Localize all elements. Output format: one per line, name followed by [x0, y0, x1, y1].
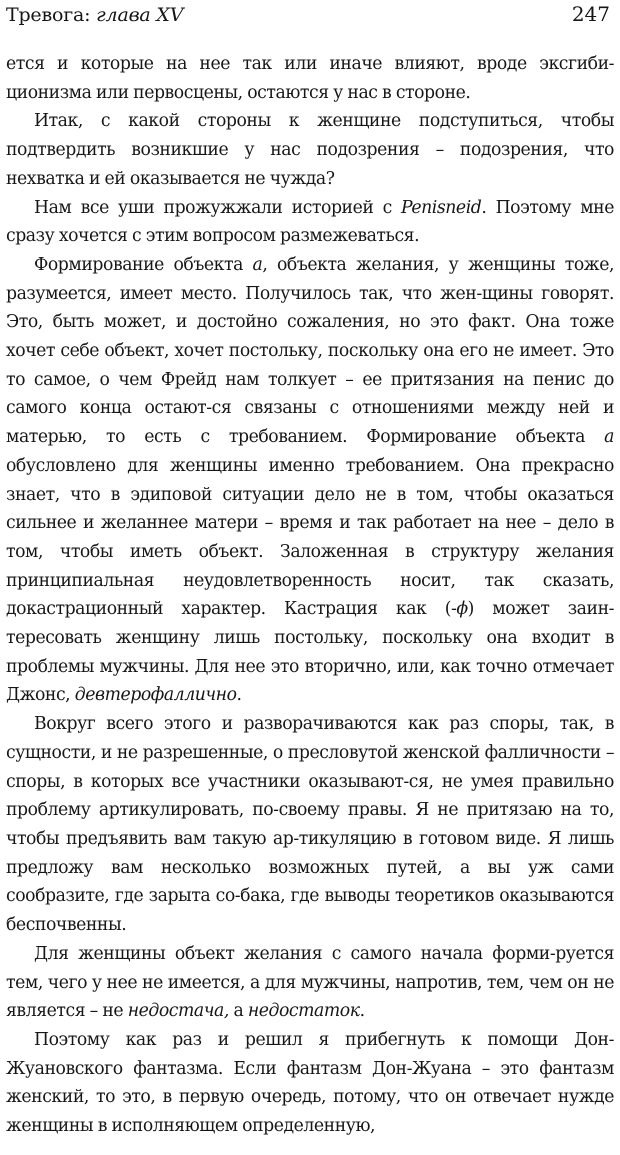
text-run: . Поэтому мне сразу хочется с этим вопросом размежеваться. — [6, 197, 614, 247]
paragraph — [6, 251, 614, 710]
text-run: Формирование объекта — [34, 254, 253, 275]
body-text — [6, 50, 614, 1141]
text-run: Итак, с какой стороны к женщине подступиться, чтобы подтвердить возникшие у нас подозрения – подозрения, что нехватка и ей оказывается не чужда? — [6, 111, 614, 189]
text-run: Вокруг всего этого и разворачиваются как раз споры, так, в сущности, и не разрешенные, о пресловутой женской фалличности – споры, в которых все участники оказывают-ся, не умея правильно проблему артикулировать, по-своему правы. Я не притязаю на то, чтобы предъявить вам такую ар-тикуляцию в готовом виде. Я лишь предложу вам несколько возможных путей, а вы уж сами сообразите, где зарыта со-бака, где выводы теоретиков оказываются беспочвенны. — [6, 714, 614, 936]
text-run: ется и которые на нее так или иначе влияют, вроде эксгиби-ционизма или первосцены, остаются у нас в стороне. — [6, 54, 614, 103]
text-run: Нам все уши прожужжали историей с — [34, 197, 401, 218]
text-run: Для женщины объект желания с самого начала форми-руется тем, чего у нее не имеется, а для мужчины, напротив, тем, чем он не является – не — [6, 943, 614, 1022]
paragraph — [6, 940, 614, 1026]
running-head-title: Тревога: — [6, 4, 97, 26]
running-head — [6, 4, 183, 26]
text-run: обусловлено для женщины именно требованием. Она прекрасно знает, что в эдиповой ситуации дело не в том, чтобы оказаться сильнее и желаннее матери – время и так работает на нее – дело в том, чтобы иметь объект. Заложенная в структуру желания принципиальная неудовлетворенность носит, так сказать, докастрационный характер. Кастрация как (- — [6, 455, 614, 620]
paragraph — [6, 1026, 614, 1141]
italic-text: а — [604, 427, 614, 448]
text-run: , объекта желания, у женщины тоже, разумеется, имеет место. Получилось так, что жен-щины говорят. Это, быть может, и достойно сожаления, но это факт. Она тоже хочет себе объект, хочет постольку, поскольку она его не имеет. Это то самое, о чем Фрейд нам толкует – ее притязания на пенис до самого конца остают-ся связаны с отношениями между ней и матерью, то есть с требованием. Формирование объекта — [6, 254, 614, 448]
italic-text: недостача, — [127, 1001, 229, 1022]
text-run: . — [236, 685, 242, 706]
italic-text: а — [252, 254, 263, 275]
text-run: а — [228, 1001, 248, 1022]
running-head-chapter: глава XV — [96, 4, 184, 26]
paragraph — [6, 50, 614, 107]
page-number: 247 — [571, 2, 610, 26]
italic-text: девтерофаллично — [74, 685, 237, 706]
paragraph — [6, 107, 614, 193]
paragraph — [6, 710, 614, 940]
text-run: Поэтому как раз и решил я прибегнуть к помощи Дон-Жуановского фантазма. Если фантазм Дон-Жуана – это фантазм женский, то это, в первую очередь, потому, что он отвечает нужде женщины в исполняющем определенную, — [6, 1029, 614, 1137]
paragraph — [6, 194, 614, 251]
italic-text: ϕ — [456, 599, 468, 620]
page-header — [6, 2, 614, 30]
italic-text: недостаток — [247, 1001, 360, 1022]
text-run: ) может заин-тересовать женщину лишь постольку, поскольку она входит в проблемы мужчины. Для нее это вторично, или, как точно отмечает Джонс, — [6, 599, 614, 706]
text-run: . — [359, 1001, 365, 1022]
italic-text: Penisneid — [401, 197, 482, 218]
